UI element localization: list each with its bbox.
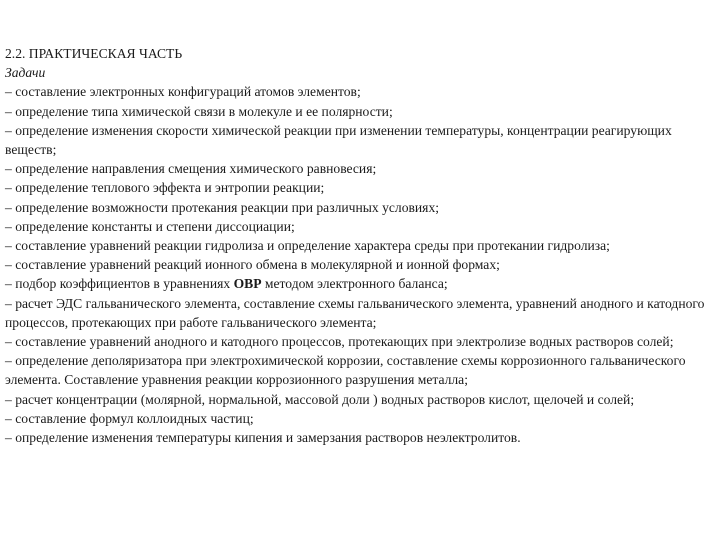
list-item-text: составление формул коллоидных частиц; <box>15 410 254 426</box>
list-item <box>5 178 717 197</box>
dash-bullet: – <box>5 391 12 407</box>
list-item-text: составление уравнений реакций ионного обмена в молекулярной и ионной формах; <box>15 257 500 273</box>
list-item <box>5 409 717 428</box>
dash-bullet: – <box>5 180 12 196</box>
list-item-text: расчет ЭДС гальванического элемента, составление схемы гальванического элемента, уравнений анодного и катодного процессов, протекающих при работе гальванического элемента; <box>5 295 705 330</box>
list-item-text-before: подбор коэффициентов в уравнениях <box>15 276 234 292</box>
dash-bullet: – <box>5 295 12 311</box>
list-item-text: расчет концентрации (молярной, нормальной, массовой доли ) водных растворов кислот, щелочей и солей; <box>15 391 635 407</box>
redox-abbreviation: ОВР <box>233 276 262 292</box>
list-item-text: определение возможности протекания реакции при различных условиях; <box>15 199 440 215</box>
list-item-text: определение константы и степени диссоциации; <box>15 218 295 234</box>
list-item <box>5 82 717 101</box>
list-item-text: определение изменения температуры кипения и замерзания растворов неэлектролитов. <box>15 430 521 446</box>
dash-bullet: – <box>5 238 12 254</box>
list-item-text-after: методом электронного баланса; <box>261 276 448 292</box>
task-list <box>5 82 717 447</box>
dash-bullet: – <box>5 334 12 350</box>
list-item <box>5 198 717 217</box>
list-item <box>5 332 717 351</box>
dash-bullet: – <box>5 103 12 119</box>
dash-bullet: – <box>5 430 12 446</box>
dash-bullet: – <box>5 410 12 426</box>
list-item <box>5 274 717 293</box>
list-item <box>5 217 717 236</box>
list-item <box>5 294 717 332</box>
dash-bullet: – <box>5 257 12 273</box>
list-item-text: определение изменения скорости химической реакции при изменении температуры, концентрации реагирующих веществ; <box>5 122 672 158</box>
list-item <box>5 390 717 409</box>
list-item <box>5 102 717 121</box>
list-item <box>5 159 717 178</box>
list-item <box>5 236 717 255</box>
list-item-text: составление уравнений реакции гидролиза и определение характера среды при протекании гидролиза; <box>15 238 610 254</box>
dash-bullet: – <box>5 84 12 100</box>
list-item <box>5 351 717 389</box>
dash-bullet: – <box>5 276 12 292</box>
section-title: 2.2. ПРАКТИЧЕСКАЯ ЧАСТЬ <box>5 46 183 61</box>
list-item <box>5 428 717 447</box>
dash-bullet: – <box>5 161 12 177</box>
subtitle: Задачи <box>5 65 46 81</box>
dash-bullet: – <box>5 122 12 138</box>
list-item-text: определение типа химической связи в молекуле и ее полярности; <box>15 103 393 119</box>
list-item-text: определение деполяризатора при электрохимической коррозии, составление схемы коррозионного гальванического элемента. Составление уравнения реакции коррозионного разрушения металла; <box>5 353 686 388</box>
dash-bullet: – <box>5 199 12 215</box>
list-item-text: определение теплового эффекта и энтропии реакции; <box>15 180 325 196</box>
dash-bullet: – <box>5 353 12 369</box>
list-item <box>5 121 717 159</box>
document-page <box>5 44 717 447</box>
list-item-text: составление электронных конфигураций атомов элементов; <box>15 84 361 100</box>
list-item-text: определение направления смещения химического равновесия; <box>15 161 377 177</box>
list-item <box>5 255 717 274</box>
dash-bullet: – <box>5 218 12 234</box>
list-item-text: составление уравнений анодного и катодного процессов, протекающих при электролизе водных растворов солей; <box>15 334 674 350</box>
